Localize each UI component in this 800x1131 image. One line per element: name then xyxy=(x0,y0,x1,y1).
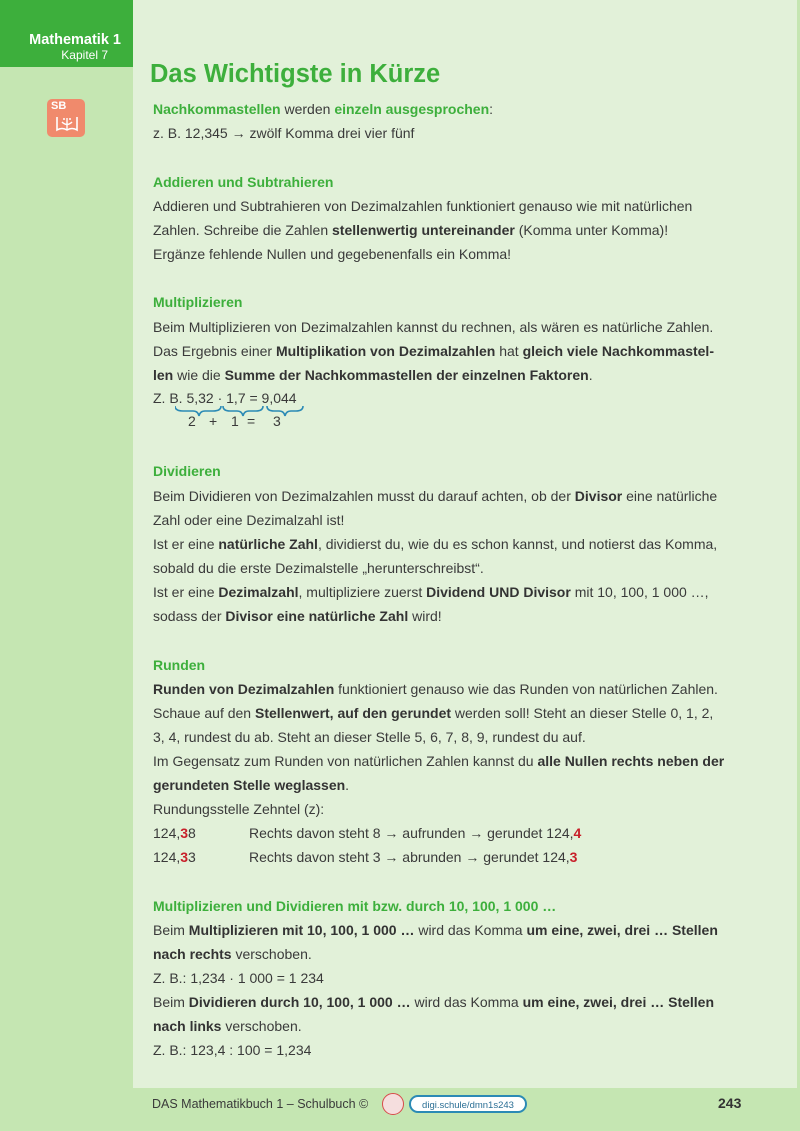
book-title: Mathematik 1 xyxy=(29,32,121,48)
chapter-label: Kapitel 7 xyxy=(61,48,108,62)
rounding-line-4 xyxy=(153,752,724,770)
shift-line-5 xyxy=(153,1017,302,1035)
text: wie die xyxy=(173,367,225,383)
text: Schaue auf den xyxy=(153,705,255,721)
publisher-seal-icon xyxy=(382,1093,404,1115)
heading-divide: Dividieren xyxy=(153,463,221,479)
text: Im Gegensatz zum Runden von natürlichen Zahlen kannst du xyxy=(153,753,538,769)
add-sub-line-2 xyxy=(153,221,668,239)
book-smile-icon xyxy=(56,114,78,132)
brace-label: 2 xyxy=(188,413,196,429)
badge-label: SB xyxy=(51,100,67,112)
add-sub-line-1: Addieren und Subtrahieren von Dezimalzahlen funktioniert genauso wie mit natürlichen xyxy=(153,198,693,214)
footer-copyright: DAS Mathematikbuch 1 – Schulbuch © xyxy=(152,1097,369,1111)
text: (Komma unter Komma)! xyxy=(514,222,669,238)
emphasis: Runden von Dezimalzahlen xyxy=(153,681,335,697)
multiply-example: Z. B. 5,32 · 1,7 = 9,044 xyxy=(153,390,297,406)
text: Ist er eine xyxy=(153,536,219,552)
rounding-line-6: Rundungsstelle Zehntel (z): xyxy=(153,801,325,817)
intro-example: z. B. 12,345 → zwölf Komma drei vier fünf xyxy=(153,125,415,141)
emphasis: Multiplizieren mit 10, 100, 1 000 … xyxy=(188,922,415,938)
number: 3 xyxy=(188,849,196,865)
text: verschoben. xyxy=(221,1018,302,1034)
text: Ist er eine xyxy=(153,584,219,600)
heading-multiply: Multiplizieren xyxy=(153,294,243,310)
add-sub-line-3: Ergänze fehlende Nullen und gegebenenfalls ein Komma! xyxy=(153,246,512,262)
divide-line-2: Zahl oder eine Dezimalzahl ist! xyxy=(153,512,345,528)
page-title: Das Wichtigste in Kürze xyxy=(150,60,441,88)
number: 124, xyxy=(153,849,181,865)
rounding-line-3: 3, 4, rundest du ab. Steht an dieser Stelle 5, 6, 7, 8, 9, rundest du auf. xyxy=(153,729,586,745)
schulbuch-badge xyxy=(47,99,85,137)
text: . xyxy=(345,777,350,793)
text: sodass der xyxy=(153,608,226,624)
rounding-result: 4 xyxy=(573,825,582,841)
emphasis: gerundeten Stelle weglassen xyxy=(153,777,346,793)
multiply-line-3 xyxy=(153,366,593,384)
emphasis: Dezimalzahl xyxy=(218,584,299,600)
multiply-line-1: Beim Multiplizieren von Dezimalzahlen kannst du rechnen, als wären es natürliche Zahlen. xyxy=(153,319,714,335)
text: wird das Komma xyxy=(410,994,523,1010)
emphasis: gleich viele Nachkommastel- xyxy=(522,343,714,359)
emphasis: um eine, zwei, drei … Stellen xyxy=(522,994,715,1010)
shift-line-2 xyxy=(153,945,312,963)
emphasis: alle Nullen rechts neben der xyxy=(537,753,725,769)
rounding-result: 3 xyxy=(569,849,578,865)
text: Beim xyxy=(153,922,189,938)
number: 124, xyxy=(153,825,181,841)
emphasis: natürliche Zahl xyxy=(218,536,318,552)
brace-label: 3 xyxy=(273,413,281,429)
brace-label: 1 xyxy=(231,413,239,429)
digi-schule-link[interactable]: digi.schule/dmn1s243 xyxy=(409,1095,527,1113)
text: wird das Komma xyxy=(414,922,527,938)
heading-add-sub: Addieren und Subtrahieren xyxy=(153,174,334,190)
emphasis: Stellenwert, auf den gerundet xyxy=(254,705,452,721)
heading-shift: Multiplizieren und Dividieren mit bzw. durch 10, 100, 1 000 … xyxy=(153,898,557,914)
text: , dividierst du, wie du es schon kannst, und notierst das Komma, xyxy=(317,536,718,552)
divide-line-6 xyxy=(153,607,442,625)
text: Beim xyxy=(153,994,189,1010)
shift-line-4 xyxy=(153,993,714,1011)
rounding-line-1 xyxy=(153,680,718,698)
multiply-line-2 xyxy=(153,342,714,360)
text: mit 10, 100, 1 000 …, xyxy=(570,584,709,600)
emphasis: Multiplikation von Dezimalzahlen xyxy=(275,343,496,359)
divide-line-1 xyxy=(153,487,717,505)
shift-example-1: Z. B.: 1,234 · 1 000 = 1 234 xyxy=(153,970,324,986)
chapter-tab xyxy=(0,0,133,67)
rounding-digit: 3 xyxy=(180,849,189,865)
rounding-example-row xyxy=(153,848,753,866)
emphasis: len xyxy=(153,367,174,383)
emphasis: stellenwertig untereinander xyxy=(332,222,515,238)
number: 8 xyxy=(188,825,196,841)
shift-example-2: Z. B.: 123,4 : 100 = 1,234 xyxy=(153,1042,312,1058)
intro-term: Nachkommastellen xyxy=(153,101,281,117)
text: Das Ergebnis einer xyxy=(153,343,276,359)
intro-line xyxy=(153,100,493,118)
emphasis: nach rechts xyxy=(153,946,232,962)
intro-emphasis: einzeln ausgesprochen xyxy=(334,101,490,117)
text: , multipliziere zuerst xyxy=(298,584,427,600)
emphasis: um eine, zwei, drei … Stellen xyxy=(526,922,718,938)
intro-text: werden xyxy=(280,101,335,117)
shift-line-1 xyxy=(153,921,718,939)
divide-line-3 xyxy=(153,535,717,553)
page-number: 243 xyxy=(718,1095,742,1111)
rounding-example-row xyxy=(153,824,753,842)
intro-colon: : xyxy=(489,101,494,117)
summary-panel xyxy=(133,0,797,1088)
emphasis: nach links xyxy=(153,1018,222,1034)
text: Beim Dividieren von Dezimalzahlen musst du darauf achten, ob der xyxy=(153,488,575,504)
text: verschoben. xyxy=(231,946,312,962)
text: wird! xyxy=(408,608,442,624)
divide-line-4: sobald du die erste Dezimalstelle „herunterschreibst“. xyxy=(153,560,484,576)
emphasis: Dividieren durch 10, 100, 1 000 … xyxy=(188,994,411,1010)
heading-rounding: Runden xyxy=(153,657,206,673)
emphasis: Divisor eine natürliche Zahl xyxy=(225,608,409,624)
rounding-line-2 xyxy=(153,704,713,722)
rounding-digit: 3 xyxy=(180,825,189,841)
rounding-line-5 xyxy=(153,776,349,794)
emphasis: Divisor xyxy=(574,488,623,504)
emphasis: Dividend UND Divisor xyxy=(426,584,571,600)
text: Zahlen. Schreibe die Zahlen xyxy=(153,222,332,238)
divide-line-5 xyxy=(153,583,709,601)
text: werden soll! Steht an dieser Stelle 0, 1, 2, xyxy=(451,705,714,721)
brace-label: = xyxy=(247,413,256,429)
text: funktioniert genauso wie das Runden von natürlichen Zahlen. xyxy=(334,681,718,697)
text: hat xyxy=(495,343,523,359)
emphasis: Summe der Nachkommastellen der einzelnen Faktoren xyxy=(224,367,589,383)
text: . xyxy=(588,367,593,383)
brace-label: + xyxy=(209,413,218,429)
text: eine natürliche xyxy=(622,488,718,504)
rounding-description: Rechts davon steht 3 → abrunden → gerundet 124, xyxy=(249,849,570,865)
rounding-description: Rechts davon steht 8 → aufrunden → gerundet 124, xyxy=(249,825,574,841)
